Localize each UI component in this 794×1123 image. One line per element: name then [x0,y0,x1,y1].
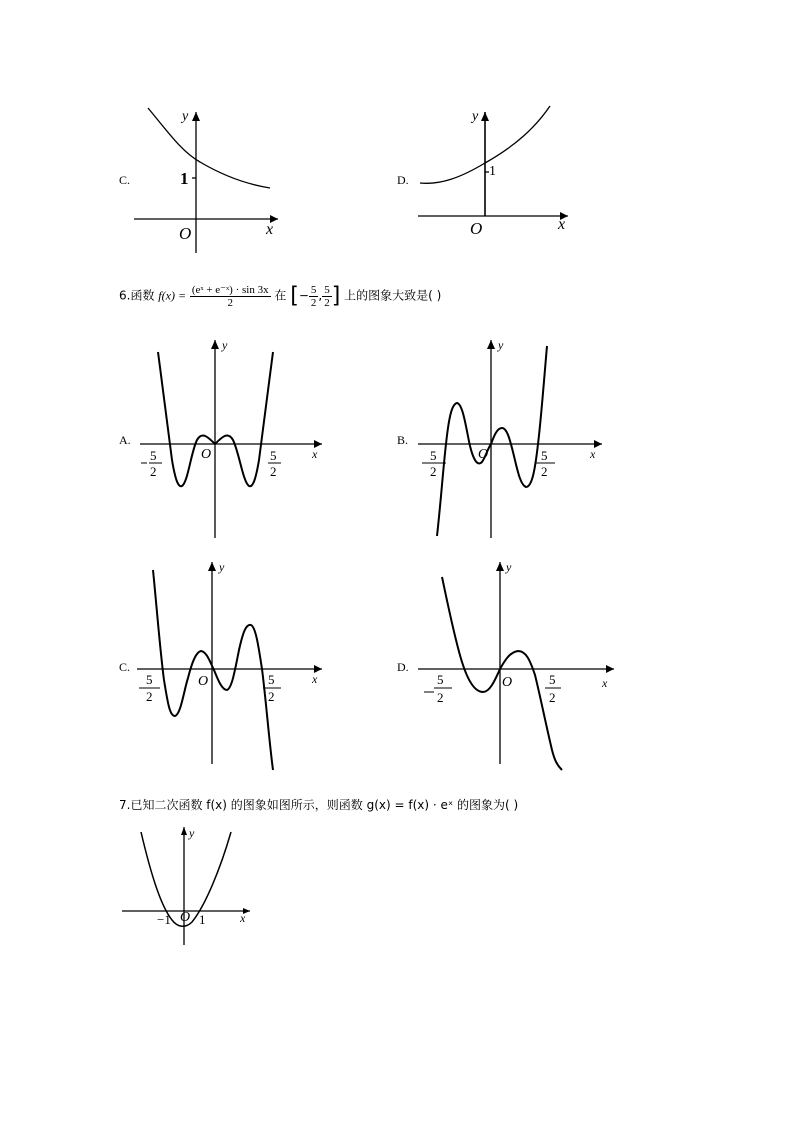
q6-d-y-label: y [506,560,512,574]
q6-b-neg-num: 5 [430,448,437,463]
q6-b-neg-den: 2 [430,464,437,479]
q6-interval-comma: , [318,288,323,303]
q6-d-neg-num: 5 [437,672,444,687]
q6-suffix: 上的图象大致是( ) [344,288,442,303]
q6-interval-den-2: 2 [324,296,330,309]
q7-y-label: y [189,826,195,840]
q6-interval-den-1: 2 [310,296,317,309]
q6-interval-num-1: 5 [310,283,317,296]
q6-c-y-label: y [219,560,225,574]
q7-tick-neg-1: −1 [157,912,171,927]
q6-d-origin: O [502,675,513,690]
q6-b-option: B. [397,433,409,447]
q6-a-option: A. [119,433,131,447]
q6-d-option: D. [397,660,409,674]
q6-mid: 在 [274,288,287,303]
q6-bracket-left: [ [290,283,299,309]
prev-c-origin: O [179,224,192,243]
q7-origin: O [180,910,191,925]
q7-x-label: x [240,911,246,925]
q6-c-origin: O [198,674,209,689]
q6-a-x-label: x [312,447,318,461]
q6-number: 6. [119,288,131,303]
q6-b-pos-num: 5 [541,448,548,463]
q6-a-pos-num: 5 [270,448,277,463]
q6-b-pos-den: 2 [541,464,548,479]
q6-c-pos-num: 5 [268,672,275,687]
q6-c-x-label: x [312,672,318,686]
q6-d-pos-den: 2 [549,690,556,705]
q6-d-pos-num: 5 [549,672,556,687]
q6-a-neg-num: 5 [150,448,157,463]
prev-c-tick-1: 1 [180,169,189,188]
q6-d-x-label: x [602,676,608,690]
q7-tick-pos-1: 1 [199,912,206,927]
q6-c-pos-den: 2 [268,689,275,704]
q6-prefix: 函数 [130,288,155,303]
q6-a-origin: O [201,447,212,462]
q6-b-origin: O [478,447,489,462]
prev-d-origin: O [470,219,483,238]
q6-a-neg-den: 2 [150,464,157,479]
q6-denominator: 2 [227,297,233,309]
q6-c-option: C. [119,660,131,674]
q6-interval-neg: − [298,288,309,303]
prev-c-x-label: x [266,221,274,238]
q6-bracket-right: ] [331,283,341,309]
q6-interval-num-2: 5 [324,283,330,296]
prev-c-y-label: y [182,109,189,124]
option-c-label: C. [119,173,131,187]
prev-d-y-label: y [472,109,479,124]
option-d-label: D. [397,173,409,187]
q6-c-neg-num: 5 [146,672,153,687]
prev-d-x-label: x [558,216,566,233]
q6-a-y-label: y [222,338,228,352]
q6-c-neg-den: 2 [146,689,153,704]
q6-a-pos-den: 2 [270,464,277,479]
question-7: 7.已知二次函数 f(x) 的图象如图所示，则函数 g(x) = f(x) · eˣ 的图象为( ) [119,798,519,812]
prev-d-tick-1: 1 [489,164,496,179]
q6-numerator: (eˣ + e⁻ˣ) · sin 3x [191,284,269,296]
q6-d-neg-den: 2 [437,690,444,705]
q6-b-y-label: y [498,338,504,352]
q6-b-x-label: x [590,447,596,461]
q6-func: f(x) = [158,288,187,303]
